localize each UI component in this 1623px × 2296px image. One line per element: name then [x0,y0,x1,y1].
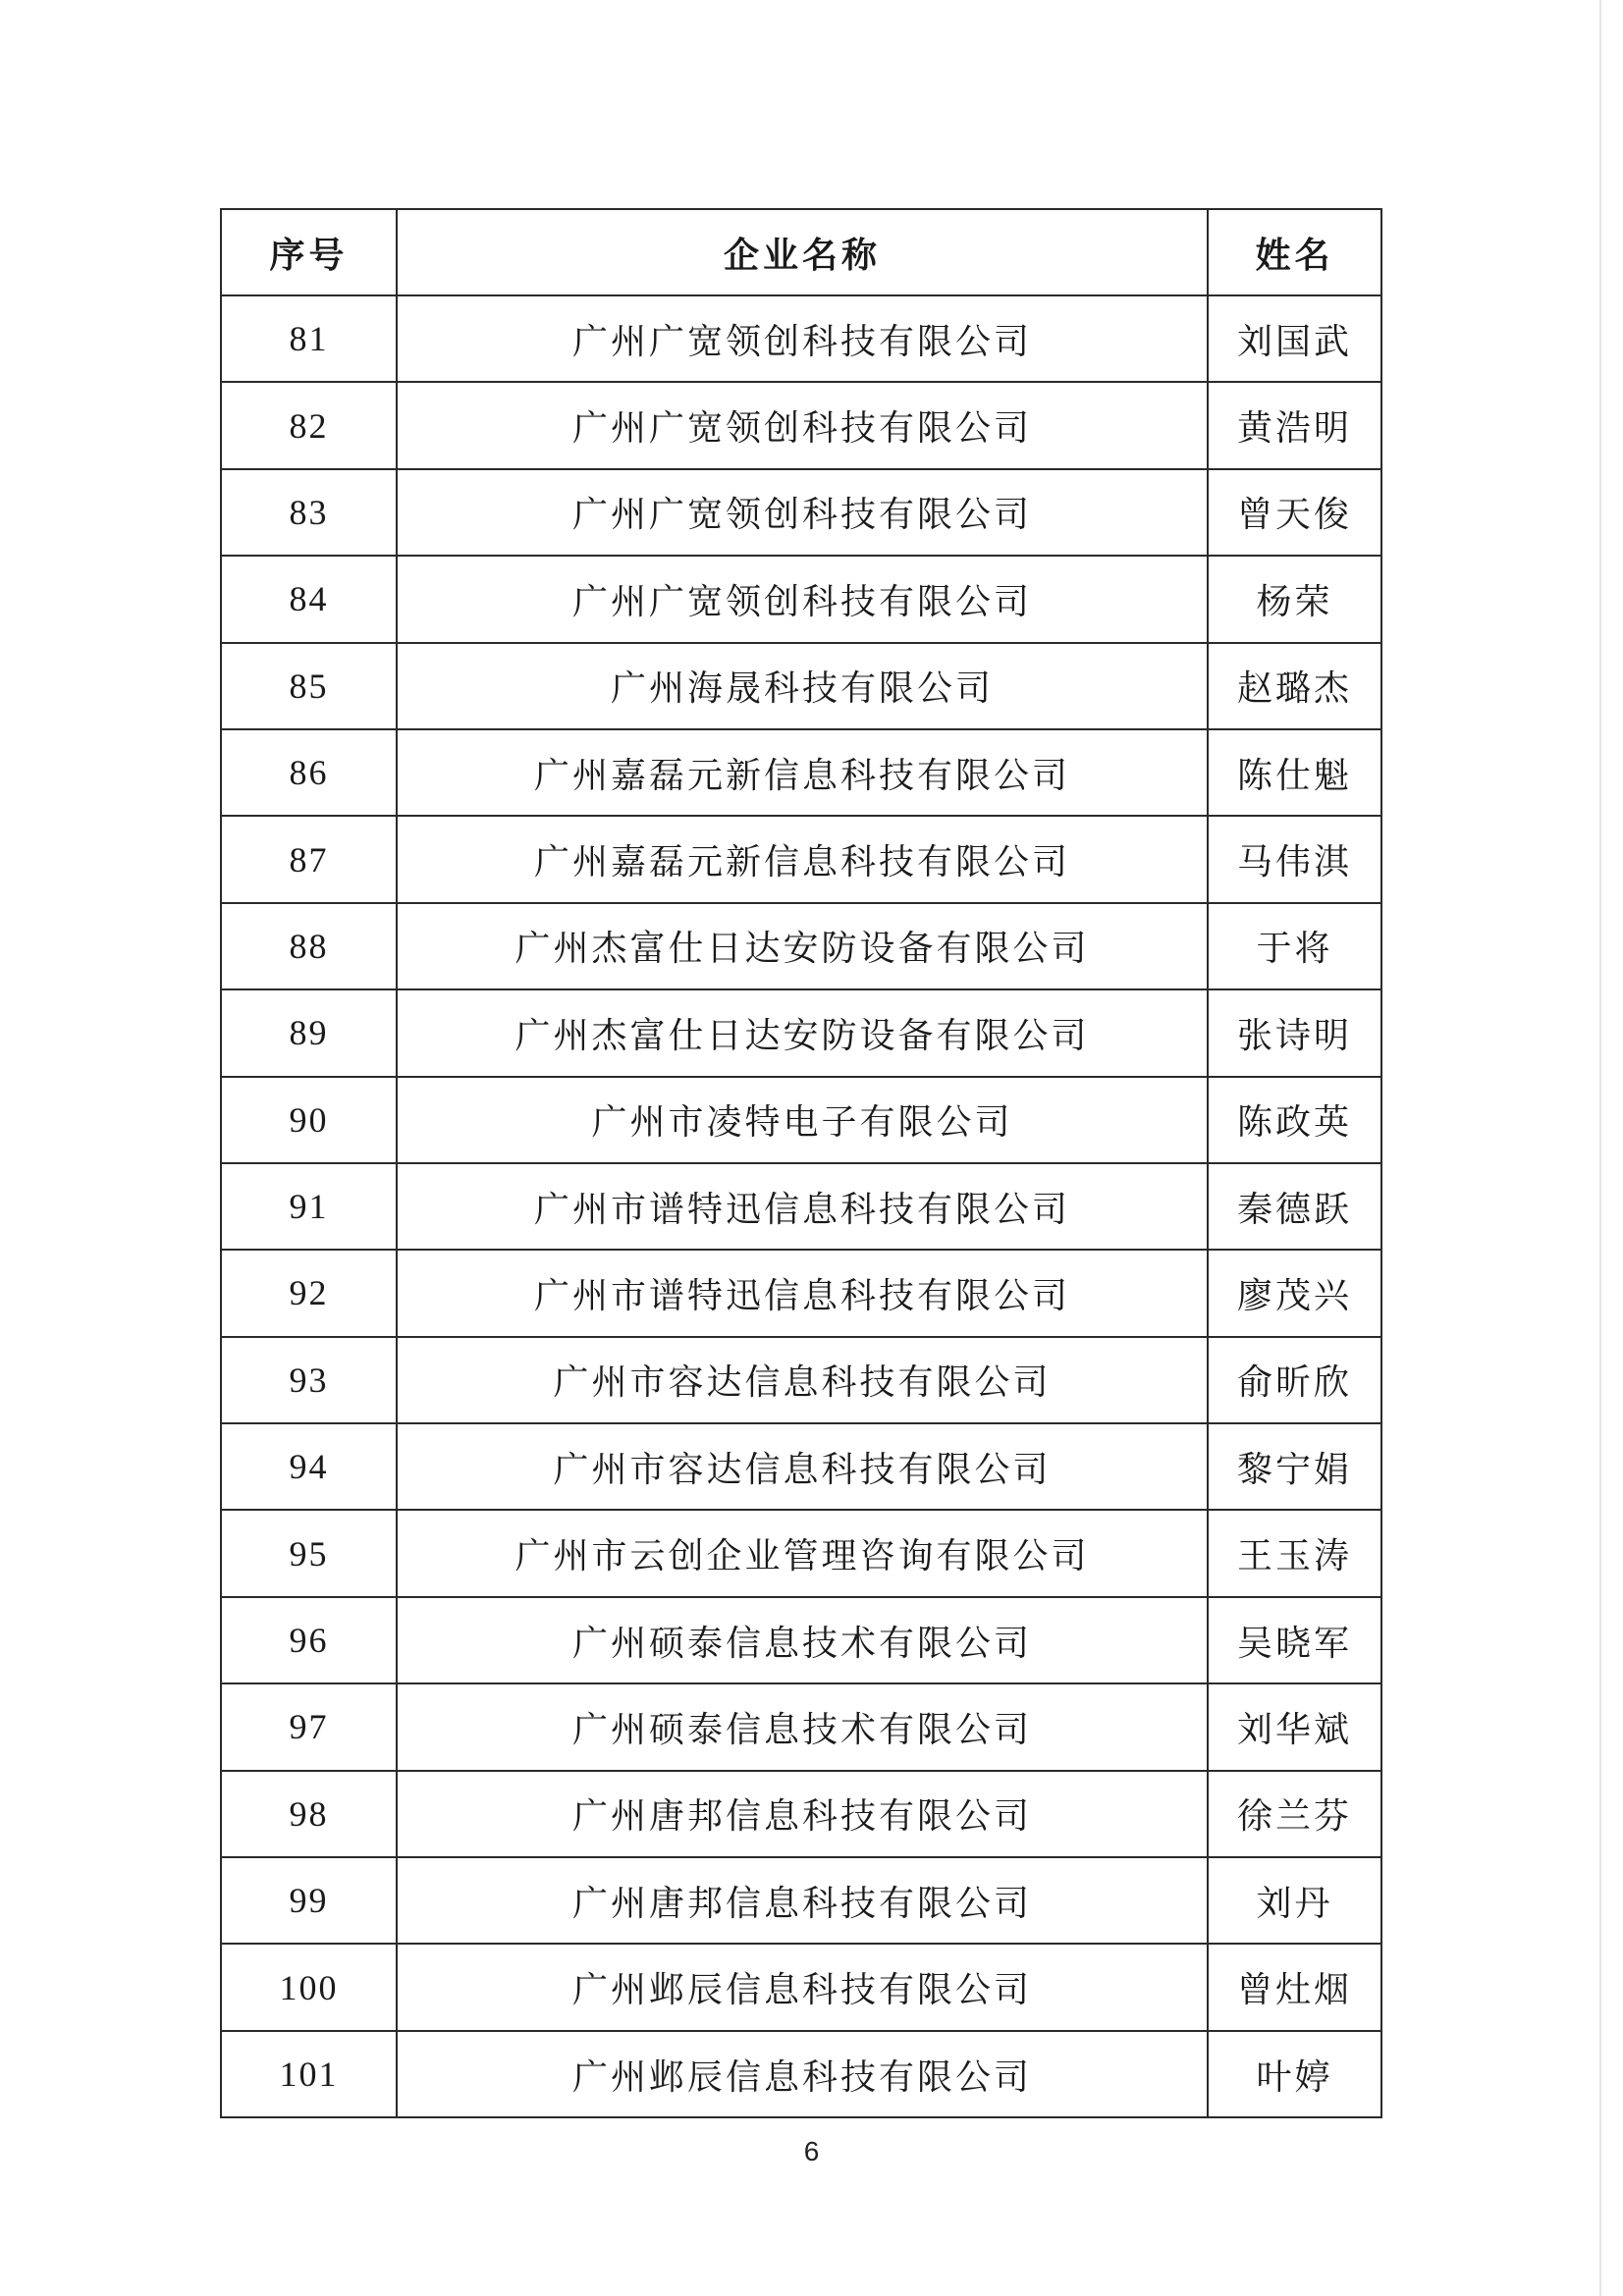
roster-table [220,208,1382,2118]
row-company: 广州市谱特迅信息科技有限公司 [397,1163,1208,1250]
table-row [221,816,1381,902]
row-person-name: 于将 [1208,903,1381,989]
row-number: 95 [221,1510,397,1596]
row-company: 广州嘉磊元新信息科技有限公司 [397,729,1208,816]
table-row [221,643,1381,729]
header-row [221,209,1381,295]
table-row [221,1771,1381,1857]
row-number: 94 [221,1423,397,1510]
table-row [221,1337,1381,1423]
row-company: 广州市谱特迅信息科技有限公司 [397,1250,1208,1336]
table-row [221,1944,1381,2030]
table-row [221,1510,1381,1596]
row-person-name: 曾灶烟 [1208,1944,1381,2030]
row-company: 广州市容达信息科技有限公司 [397,1423,1208,1510]
table-row [221,903,1381,989]
table-row [221,1423,1381,1510]
table-row [221,989,1381,1076]
row-number: 101 [221,2031,397,2117]
row-person-name: 秦德跃 [1208,1163,1381,1250]
row-number: 92 [221,1250,397,1336]
row-number: 93 [221,1337,397,1423]
row-person-name: 陈仕魁 [1208,729,1381,816]
row-number: 87 [221,816,397,902]
row-number: 96 [221,1597,397,1683]
scan-edge-line [1599,0,1601,2296]
row-number: 89 [221,989,397,1076]
row-company: 广州杰富仕日达安防设备有限公司 [397,989,1208,1076]
row-person-name: 陈政英 [1208,1077,1381,1163]
row-company: 广州唐邦信息科技有限公司 [397,1771,1208,1857]
row-number: 91 [221,1163,397,1250]
row-number: 90 [221,1077,397,1163]
header-number: 序号 [221,209,397,295]
row-person-name: 马伟淇 [1208,816,1381,902]
row-company: 广州广宽领创科技有限公司 [397,382,1208,468]
row-person-name: 俞昕欣 [1208,1337,1381,1423]
row-number: 99 [221,1857,397,1944]
row-number: 82 [221,382,397,468]
row-person-name: 刘国武 [1208,295,1381,382]
row-company: 广州硕泰信息技术有限公司 [397,1683,1208,1770]
row-company: 广州邺辰信息科技有限公司 [397,2031,1208,2117]
row-number: 86 [221,729,397,816]
row-person-name: 张诗明 [1208,989,1381,1076]
row-company: 广州广宽领创科技有限公司 [397,295,1208,382]
table-row [221,1683,1381,1770]
row-person-name: 黎宁娟 [1208,1423,1381,1510]
row-company: 广州硕泰信息技术有限公司 [397,1597,1208,1683]
row-number: 100 [221,1944,397,2030]
table-row [221,295,1381,382]
row-company: 广州广宽领创科技有限公司 [397,556,1208,642]
row-person-name: 吴晓军 [1208,1597,1381,1683]
row-company: 广州唐邦信息科技有限公司 [397,1857,1208,1944]
row-person-name: 廖茂兴 [1208,1250,1381,1336]
row-company: 广州市凌特电子有限公司 [397,1077,1208,1163]
row-company: 广州市容达信息科技有限公司 [397,1337,1208,1423]
table-row [221,729,1381,816]
table-row [221,1250,1381,1336]
table-row [221,556,1381,642]
row-number: 85 [221,643,397,729]
row-person-name: 刘华斌 [1208,1683,1381,1770]
table-row [221,1077,1381,1163]
row-number: 88 [221,903,397,989]
header-company: 企业名称 [397,209,1208,295]
row-company: 广州嘉磊元新信息科技有限公司 [397,816,1208,902]
row-company: 广州海晟科技有限公司 [397,643,1208,729]
row-number: 83 [221,469,397,556]
header-name: 姓名 [1208,209,1381,295]
row-person-name: 叶婷 [1208,2031,1381,2117]
table-row [221,469,1381,556]
page-number: 6 [803,2136,820,2166]
row-person-name: 徐兰芬 [1208,1771,1381,1857]
table-row [221,1597,1381,1683]
table-row [221,1163,1381,1250]
row-number: 81 [221,295,397,382]
row-person-name: 王玉涛 [1208,1510,1381,1596]
table-row [221,2031,1381,2117]
row-person-name: 刘丹 [1208,1857,1381,1944]
row-company: 广州市云创企业管理咨询有限公司 [397,1510,1208,1596]
row-number: 84 [221,556,397,642]
row-person-name: 赵璐杰 [1208,643,1381,729]
row-number: 97 [221,1683,397,1770]
row-number: 98 [221,1771,397,1857]
row-person-name: 曾天俊 [1208,469,1381,556]
row-person-name: 杨荣 [1208,556,1381,642]
row-company: 广州广宽领创科技有限公司 [397,469,1208,556]
table-row [221,1857,1381,1944]
row-person-name: 黄浩明 [1208,382,1381,468]
row-company: 广州杰富仕日达安防设备有限公司 [397,903,1208,989]
table-row [221,382,1381,468]
row-company: 广州邺辰信息科技有限公司 [397,1944,1208,2030]
